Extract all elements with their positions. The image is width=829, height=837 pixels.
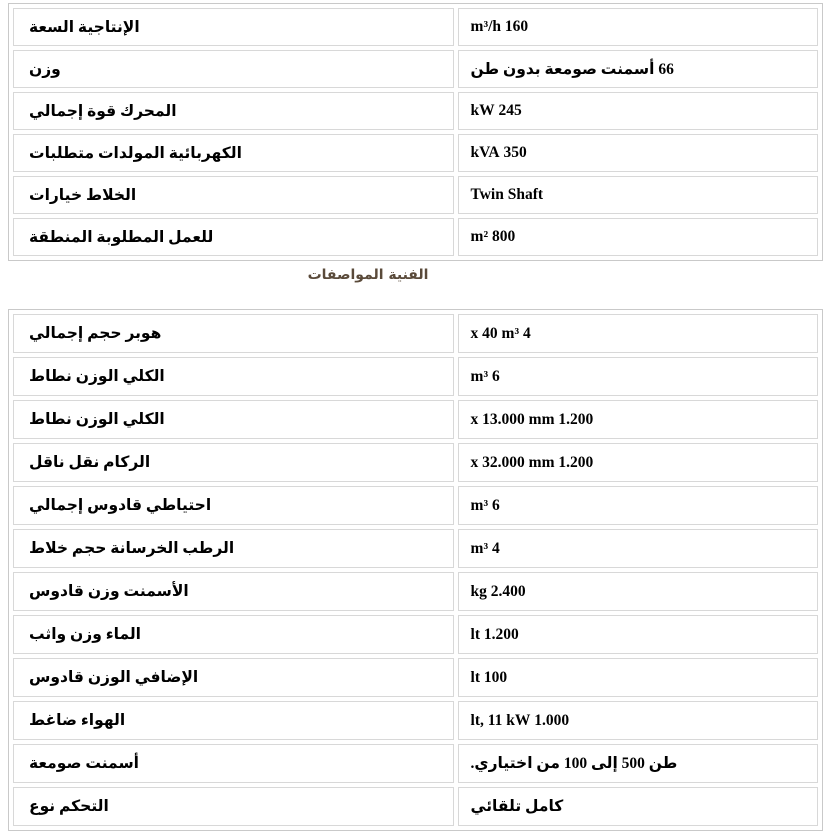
- spec-row: [13, 744, 818, 783]
- spec-sheet: [8, 3, 823, 831]
- spec-row: [13, 218, 818, 256]
- spec-row: [13, 50, 818, 88]
- spec-value: 6 m³: [458, 357, 818, 396]
- technical-specs-table: [8, 309, 823, 831]
- spec-label: احتياطي قادوس إجمالي: [13, 486, 454, 525]
- spec-value: Twin Shaft: [458, 176, 818, 214]
- spec-row: [13, 134, 818, 172]
- spec-label: الكهربائية المولدات متطلبات: [13, 134, 454, 172]
- spec-value: 1.200 x 13.000 mm: [458, 400, 818, 439]
- spec-row: [13, 529, 818, 568]
- spec-label: هوبر حجم إجمالي: [13, 314, 454, 353]
- general-specs-table: [8, 3, 823, 261]
- spec-value: 66 أسمنت صومعة بدون طن: [458, 50, 818, 88]
- technical-specs-body: [13, 314, 818, 826]
- spec-row: [13, 8, 818, 46]
- spec-label: الإضافي الوزن قادوس: [13, 658, 454, 697]
- spec-label: الأسمنت وزن قادوس: [13, 572, 454, 611]
- spec-row: [13, 176, 818, 214]
- spec-row: [13, 486, 818, 525]
- spec-value: 245 kW: [458, 92, 818, 130]
- spec-label: الماء وزن واثب: [13, 615, 454, 654]
- spec-label: الكلي الوزن نطاط: [13, 400, 454, 439]
- spec-label: الكلي الوزن نطاط: [13, 357, 454, 396]
- spec-value: 100 lt: [458, 658, 818, 697]
- spec-value: 4 x 40 m³: [458, 314, 818, 353]
- spec-value: كامل تلقائي: [458, 787, 818, 826]
- spec-label: أسمنت صومعة: [13, 744, 454, 783]
- spec-row: [13, 443, 818, 482]
- spec-row: [13, 572, 818, 611]
- spec-value: 350 kVA: [458, 134, 818, 172]
- spec-row: [13, 615, 818, 654]
- spec-row: [13, 658, 818, 697]
- spec-label: الإنتاجية السعة: [13, 8, 454, 46]
- spec-row: [13, 92, 818, 130]
- spec-value: 800 m²: [458, 218, 818, 256]
- spec-value: 4 m³: [458, 529, 818, 568]
- spec-label: الركام نقل ناقل: [13, 443, 454, 482]
- general-specs-body: [13, 8, 818, 256]
- spec-value: 1.200 x 32.000 mm: [458, 443, 818, 482]
- spec-row: [13, 701, 818, 740]
- spec-label: الخلاط خيارات: [13, 176, 454, 214]
- spec-label: المحرك قوة إجمالي: [13, 92, 454, 130]
- table-caption: الفنية المواصفات: [307, 267, 429, 283]
- spec-value: 1.000 lt, 11 kW: [458, 701, 818, 740]
- spec-row: [13, 400, 818, 439]
- spec-value: 1.200 lt: [458, 615, 818, 654]
- spec-label: التحكم نوع: [13, 787, 454, 826]
- spec-label: للعمل المطلوبة المنطقة: [13, 218, 454, 256]
- spec-value: طن 500 إلى 100 من اختياري.: [458, 744, 818, 783]
- spec-label: الهواء ضاغط: [13, 701, 454, 740]
- spec-row: [13, 314, 818, 353]
- spec-row: [13, 787, 818, 826]
- spec-value: 160 m³/h: [458, 8, 818, 46]
- spec-row: [13, 357, 818, 396]
- spec-label: وزن: [13, 50, 454, 88]
- spec-value: 6 m³: [458, 486, 818, 525]
- spec-value: 2.400 kg: [458, 572, 818, 611]
- spec-label: الرطب الخرسانة حجم خلاط: [13, 529, 454, 568]
